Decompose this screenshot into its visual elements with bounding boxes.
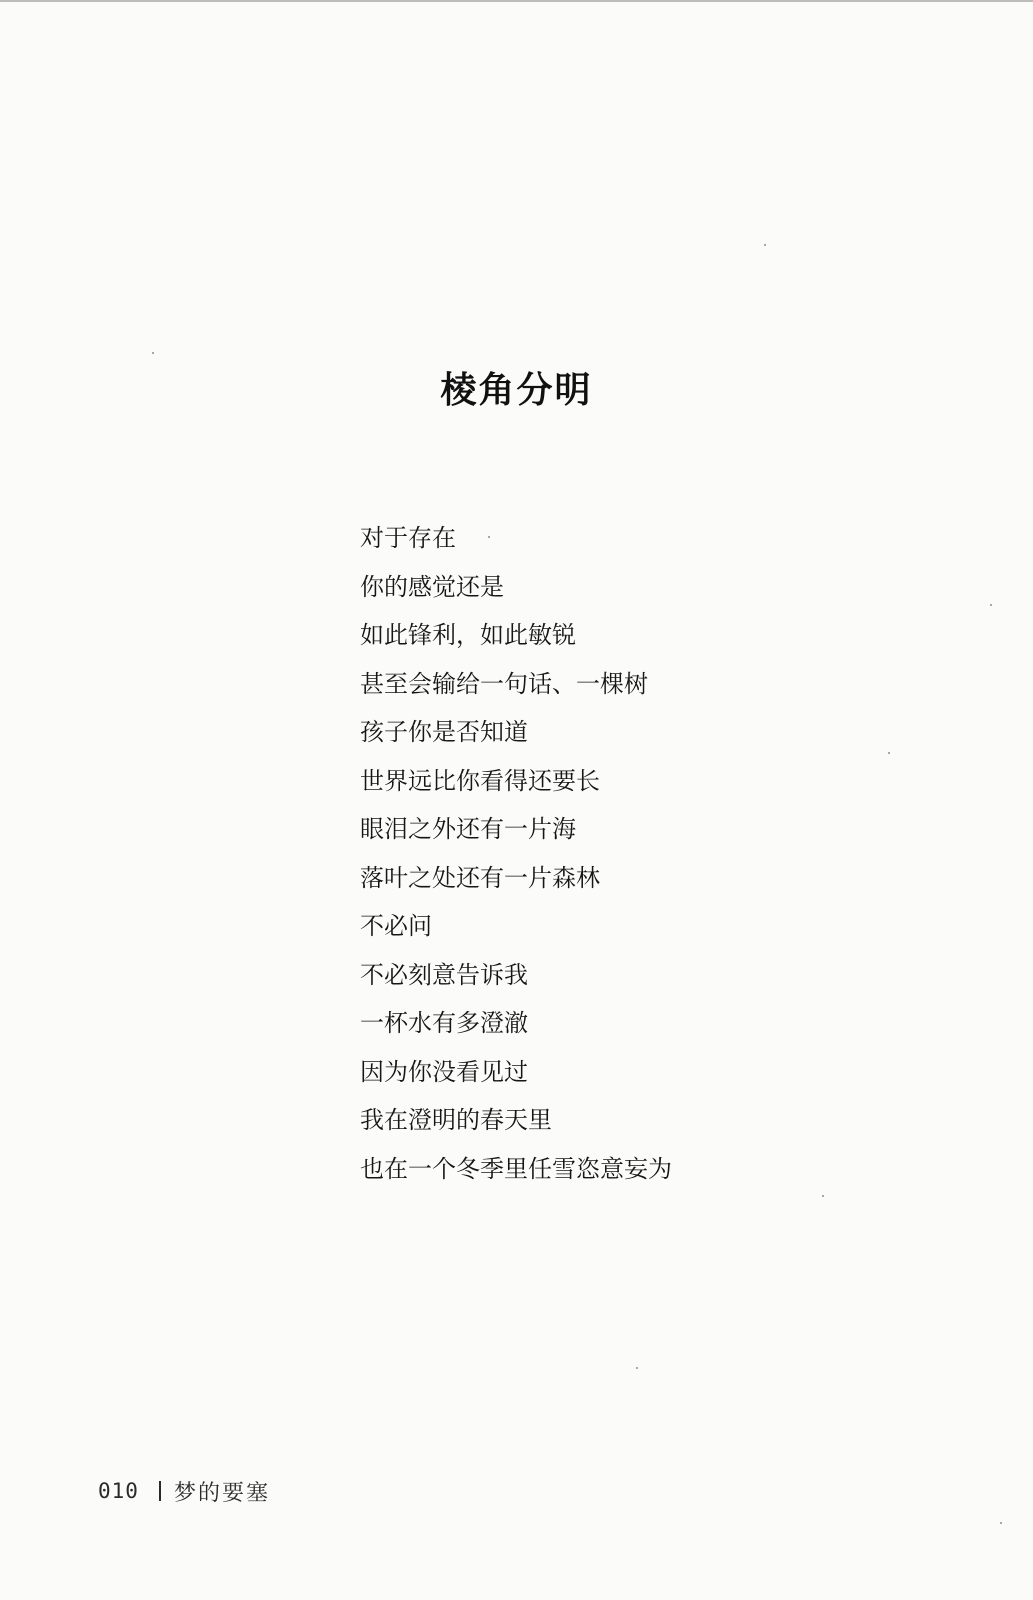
poem-line: 不必刻意告诉我 [360,960,528,989]
poem-line: 对于存在 [360,524,456,552]
scan-speck [764,244,766,246]
poem-line: 甚至会输给一句话、一棵树 [360,669,648,698]
scan-speck [990,604,992,606]
scan-speck [1000,1522,1002,1524]
poem-line: 因为你没看见过 [360,1057,528,1086]
poem-line: 世界远比你看得还要长 [360,766,600,795]
poem-line: 也在一个冬季里任雪恣意妄为 [360,1154,672,1183]
poem-line: 不必问 [360,912,432,940]
poem-line: 孩子你是否知道 [360,718,528,746]
footer-divider [159,1481,161,1501]
poem-body [360,514,880,1193]
poem-line: 我在澄明的春天里 [360,1106,552,1134]
poem-title: 棱角分明 [440,369,593,412]
page-top-edge [0,0,1033,2]
page-footer [98,1474,270,1508]
poem-line: 一杯水有多澄澈 [360,1009,528,1037]
page-number: 010 [98,1479,139,1503]
poem-line: 落叶之处还有一片森林 [360,863,600,892]
scan-speck [822,1195,824,1197]
poem-line: 眼泪之外还有一片海 [360,815,576,843]
scan-speck [152,352,154,354]
book-title: 梦的要塞 [173,1480,270,1506]
poem-line: 如此锋利，如此敏锐 [360,621,576,649]
scan-speck [888,752,890,754]
scan-speck [636,1367,638,1369]
poem-line: 你的感觉还是 [360,572,504,601]
